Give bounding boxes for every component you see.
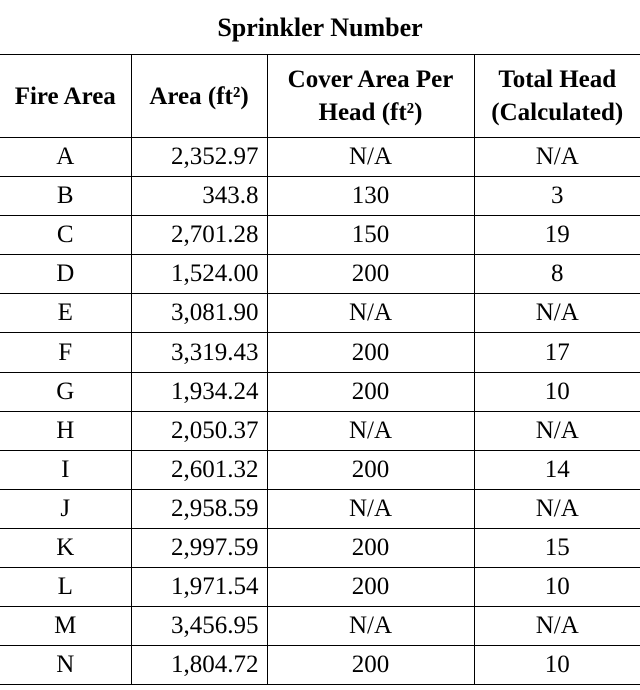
cell-cover-area: 200 <box>267 450 474 489</box>
cell-area: 2,701.28 <box>131 216 267 255</box>
header-cover-area-line1: Cover Area Per <box>287 66 454 93</box>
cell-total-head: N/A <box>474 411 640 450</box>
cell-area: 3,319.43 <box>131 333 267 372</box>
cell-fire-area: G <box>0 372 131 411</box>
table-row <box>0 568 640 607</box>
cell-total-head: N/A <box>474 489 640 528</box>
table-row <box>0 255 640 294</box>
table-row <box>0 294 640 333</box>
cell-fire-area: B <box>0 177 131 216</box>
table-row <box>0 646 640 685</box>
cell-fire-area: D <box>0 255 131 294</box>
cell-total-head: 10 <box>474 372 640 411</box>
cell-fire-area: F <box>0 333 131 372</box>
cell-area: 1,971.54 <box>131 568 267 607</box>
cell-area: 343.8 <box>131 177 267 216</box>
header-cover-area-line2: Head (ft²) <box>318 99 423 126</box>
cell-fire-area: N <box>0 646 131 685</box>
table-title: Sprinkler Number <box>217 13 423 42</box>
header-total-head <box>474 55 640 138</box>
table-row <box>0 489 640 528</box>
table-row <box>0 372 640 411</box>
table-row <box>0 450 640 489</box>
cell-area: 1,804.72 <box>131 646 267 685</box>
table-body <box>0 138 640 685</box>
cell-total-head: 17 <box>474 333 640 372</box>
cell-fire-area: E <box>0 294 131 333</box>
cell-fire-area: M <box>0 607 131 646</box>
cell-cover-area: 200 <box>267 646 474 685</box>
cell-total-head: N/A <box>474 138 640 177</box>
cell-fire-area: C <box>0 216 131 255</box>
cell-fire-area: A <box>0 138 131 177</box>
cell-fire-area: I <box>0 450 131 489</box>
cell-cover-area: 200 <box>267 333 474 372</box>
table-row <box>0 138 640 177</box>
table-row <box>0 607 640 646</box>
cell-cover-area: 200 <box>267 528 474 567</box>
sprinkler-table <box>0 54 640 685</box>
cell-total-head: 19 <box>474 216 640 255</box>
cell-cover-area: N/A <box>267 607 474 646</box>
cell-area: 3,456.95 <box>131 607 267 646</box>
header-cover-area <box>267 55 474 138</box>
cell-area: 2,997.59 <box>131 528 267 567</box>
cell-cover-area: N/A <box>267 294 474 333</box>
cell-fire-area: J <box>0 489 131 528</box>
cell-cover-area: 200 <box>267 568 474 607</box>
cell-cover-area: N/A <box>267 489 474 528</box>
cell-fire-area: K <box>0 528 131 567</box>
cell-cover-area: N/A <box>267 411 474 450</box>
cell-area: 2,050.37 <box>131 411 267 450</box>
cell-area: 3,081.90 <box>131 294 267 333</box>
cell-area: 2,958.59 <box>131 489 267 528</box>
cell-total-head: 8 <box>474 255 640 294</box>
cell-total-head: 15 <box>474 528 640 567</box>
header-area: Area (ft²) <box>131 55 267 138</box>
cell-area: 1,934.24 <box>131 372 267 411</box>
cell-cover-area: N/A <box>267 138 474 177</box>
cell-total-head: N/A <box>474 607 640 646</box>
cell-fire-area: H <box>0 411 131 450</box>
cell-total-head: 10 <box>474 646 640 685</box>
cell-area: 1,524.00 <box>131 255 267 294</box>
header-total-head-line1: Total Head <box>498 66 617 93</box>
header-total-head-line2: (Calculated) <box>491 99 624 126</box>
table-row <box>0 333 640 372</box>
cell-cover-area: 200 <box>267 372 474 411</box>
cell-total-head: N/A <box>474 294 640 333</box>
table-row <box>0 411 640 450</box>
cell-cover-area: 150 <box>267 216 474 255</box>
cell-total-head: 10 <box>474 568 640 607</box>
cell-cover-area: 200 <box>267 255 474 294</box>
table-row <box>0 177 640 216</box>
header-row <box>0 55 640 138</box>
cell-cover-area: 130 <box>267 177 474 216</box>
cell-total-head: 14 <box>474 450 640 489</box>
table-row <box>0 216 640 255</box>
cell-area: 2,601.32 <box>131 450 267 489</box>
table-row <box>0 528 640 567</box>
cell-fire-area: L <box>0 568 131 607</box>
cell-area: 2,352.97 <box>131 138 267 177</box>
cell-total-head: 3 <box>474 177 640 216</box>
header-fire-area: Fire Area <box>0 55 131 138</box>
